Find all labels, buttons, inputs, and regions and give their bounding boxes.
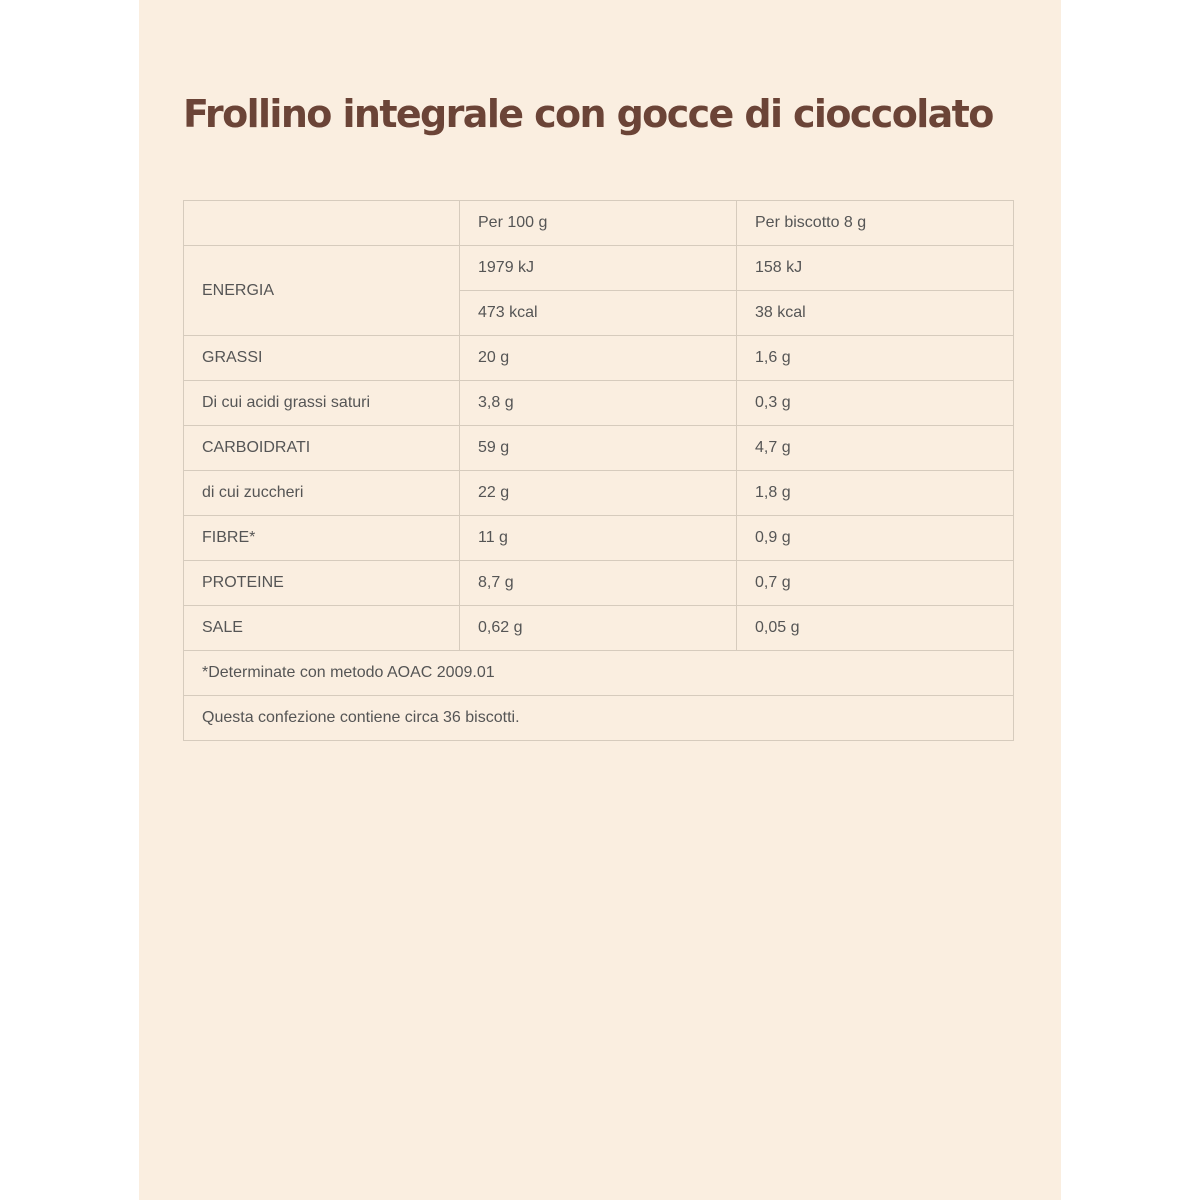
nutrient-label: Di cui acidi grassi saturi [184, 381, 460, 426]
energy-kcal-per-100g: 473 kcal [460, 291, 737, 336]
product-title: Frollino integrale con gocce di cioccolato [183, 92, 993, 136]
value-per-biscuit: 4,7 g [737, 426, 1014, 471]
value-per-100g: 8,7 g [460, 561, 737, 606]
footnote-method: *Determinate con metodo AOAC 2009.01 [184, 651, 1014, 696]
table-row [184, 426, 1014, 471]
table-row [184, 606, 1014, 651]
value-per-biscuit: 0,9 g [737, 516, 1014, 561]
nutrient-label: FIBRE* [184, 516, 460, 561]
value-per-100g: 59 g [460, 426, 737, 471]
value-per-biscuit: 0,3 g [737, 381, 1014, 426]
header-per-100g: Per 100 g [460, 201, 737, 246]
energy-label: ENERGIA [184, 246, 460, 336]
nutrient-label: GRASSI [184, 336, 460, 381]
nutrient-label: di cui zuccheri [184, 471, 460, 516]
nutrient-label: PROTEINE [184, 561, 460, 606]
value-per-100g: 11 g [460, 516, 737, 561]
value-per-100g: 0,62 g [460, 606, 737, 651]
header-cell-empty [184, 201, 460, 246]
nutrition-table [183, 200, 1014, 741]
table-row-energy-kj [184, 246, 1014, 291]
value-per-100g: 22 g [460, 471, 737, 516]
table-header-row [184, 201, 1014, 246]
energy-kcal-per-biscuit: 38 kcal [737, 291, 1014, 336]
header-per-biscuit: Per biscotto 8 g [737, 201, 1014, 246]
value-per-100g: 20 g [460, 336, 737, 381]
package-count-note: Questa confezione contiene circa 36 biscotti. [184, 696, 1014, 741]
table-row [184, 471, 1014, 516]
table-row [184, 561, 1014, 606]
table-row [184, 381, 1014, 426]
energy-kj-per-100g: 1979 kJ [460, 246, 737, 291]
nutrient-label: CARBOIDRATI [184, 426, 460, 471]
value-per-biscuit: 0,7 g [737, 561, 1014, 606]
energy-kj-per-biscuit: 158 kJ [737, 246, 1014, 291]
value-per-100g: 3,8 g [460, 381, 737, 426]
value-per-biscuit: 1,8 g [737, 471, 1014, 516]
label-page [139, 0, 1061, 1200]
table-row [184, 336, 1014, 381]
table-note-row [184, 651, 1014, 696]
table-row [184, 516, 1014, 561]
table-note-row [184, 696, 1014, 741]
value-per-biscuit: 0,05 g [737, 606, 1014, 651]
value-per-biscuit: 1,6 g [737, 336, 1014, 381]
nutrient-label: SALE [184, 606, 460, 651]
